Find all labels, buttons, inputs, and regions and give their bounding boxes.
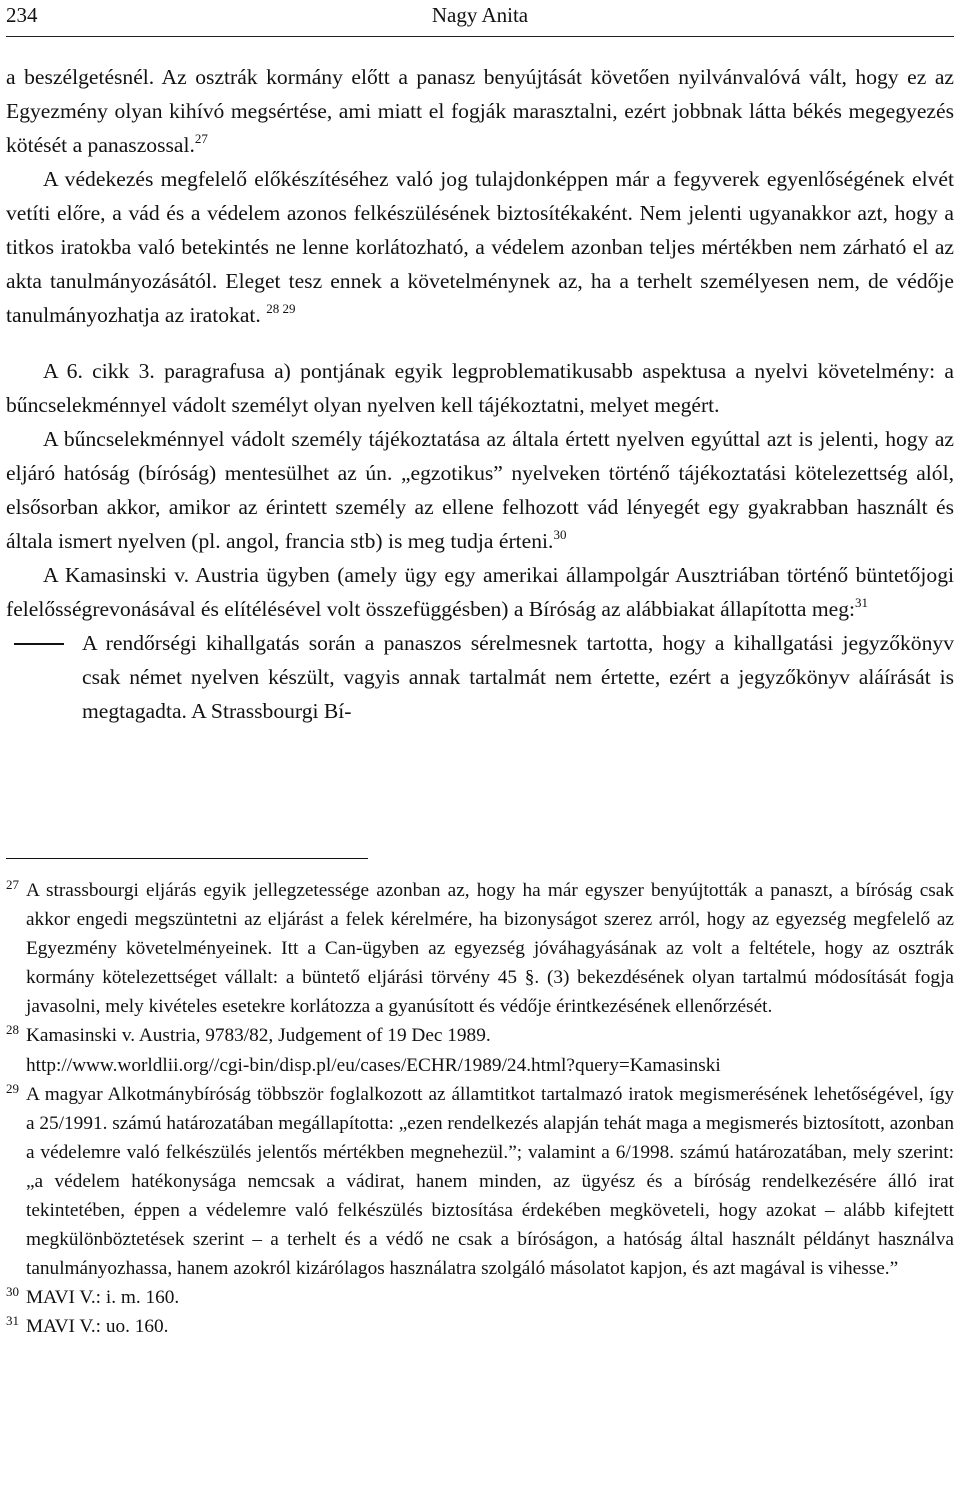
footnote-30	[6, 1283, 954, 1312]
paragraph	[6, 558, 954, 626]
footnote-separator	[6, 858, 368, 859]
list-item	[6, 626, 954, 728]
footnote-number: 29	[6, 1080, 19, 1096]
running-head: Nagy Anita	[431, 3, 529, 27]
footnote-number: 27	[6, 877, 19, 892]
footnote-ref: 31	[855, 595, 869, 610]
footnote-number: 31	[6, 1313, 19, 1329]
footnote-ref: 30	[553, 527, 567, 542]
footnote-27	[6, 876, 954, 1021]
footnote-31	[6, 1312, 954, 1341]
footnote-text: A strassbourgi eljárás egyik jellegzetessége azonban az, hogy ha már egyszer benyújtották a panaszt, a bíróság csak akkor engedi megszüntetni az eljárást a felek kérelmére, ha bizonyságot szerez arról, hogy az egyezség megfelelő az Egyezmény követelményeinek. Itt a Can-ügyben az egyezség jóváhagyásának az volt a feltétele, hogy az osztrák kormány kötelezettséget vállalt: a büntető eljárási törvény 45 §. (3) bekezdésének olyan tartalmú módosítását fogja javasolni, mely kivételes esetekre korlátozza a gyanúsított és védője érintkezésének ellenőrzését.	[26, 880, 954, 1018]
footnote-text: MAVI V.: i. m. 160.	[26, 1287, 180, 1309]
footnote-text: MAVI V.: uo. 160.	[26, 1316, 169, 1338]
paragraph	[6, 162, 954, 332]
paragraph-text: A védekezés megfelelő előkészítéséhez való jog tulajdonképpen már a fegyverek egyenlőségének elvét vetíti előre, a vád és a védelem azonos felkészülésének biztosítékaként. Nem jelenti ugyanakkor azt, hogy a titkos iratokba való betekintés ne lenne korlátozható, a védelem azonban teljes mértékben nem zárható el az akta tanulmányozásától. Eleget tesz ennek a követelménynek az, ha a terhelt személyesen nem, de védője tanulmányozhatja az iratokat.	[6, 167, 954, 327]
footnotes	[6, 876, 954, 1342]
footnote-ref: 27	[194, 131, 208, 146]
footnote-number: 30	[6, 1284, 19, 1300]
footnote-link[interactable]: http://www.worldlii.org//cgi-bin/disp.pl/eu/cases/ECHR/1989/24.html?query=Kamasinski	[26, 1054, 721, 1076]
page-number: 234	[6, 3, 38, 27]
footnote-text: Kamasinski v. Austria, 9783/82, Judgement of 19 Dec 1989.	[26, 1025, 491, 1047]
footnote-text: A magyar Alkotmánybíróság többször foglalkozott az államtitkot tartalmazó iratok megismerésének lehetőségével, így a 25/1991. számú határozatában megállapította: „ezen rendelkezés alapján tehát maga a megismerés biztosított, azonban a védelemre való felkészülés jelentős mértékben megnehezül.”; valamint a 6/1998. számú határozatában, mely szerint: „a védelem hatékonysága nemcsak a vádirat, hanem minden, az ügyész és a bíróság rendelkezésére álló irat tekintetében, éppen a védelemre való felkészülés biztosítása érdekében megköveteli, hogy azokat – alább kifejtett megkülönböztetések szerint – a terhelt és a védő ne csak a bíróságon, a hatóság által használt példányt használva tanulmányozhassa, hanem azokról kizárólagos használatra szolgáló másolatot kapjon, és azt magával is vihesse.”	[26, 1083, 954, 1280]
main-text	[6, 60, 954, 728]
paragraph	[6, 60, 954, 162]
footnote-ref: 28 29	[266, 301, 296, 316]
footnote-29	[6, 1080, 954, 1284]
footnote-28	[6, 1021, 954, 1079]
paragraph	[6, 422, 954, 558]
footnote-number: 28	[6, 1022, 19, 1038]
paragraph-text: A Kamasinski v. Austria ügyben (amely ügy egy amerikai állampolgár Ausztriában történő büntetőjogi felelősségrevonásával és elítélésével volt összefüggésben) a Bíróság az alábbiakat állapította meg:	[6, 563, 954, 621]
paragraph-text: A bűncselekménnyel vádolt személy tájékoztatása az általa értett nyelven egyúttal azt is jelenti, hogy az eljáró hatóság (bíróság) mentesülhet az ún. „egzotikus” nyelveken történő tájékoztatási kötelezettség alól, elsősorban akkor, amikor az érintett személy az ellene felhozott vád lényegét egy gyakrabban használt és általa ismert nyelven (pl. angol, francia stb) is meg tudja érteni.	[6, 427, 954, 553]
page-header	[6, 0, 954, 37]
paragraph-text: a beszélgetésnél. Az osztrák kormány előtt a panasz benyújtását követően nyilvánvalóvá vált, hogy ez az Egyezmény olyan kihívó megsértése, ami miatt el fogják marasztalni, ezért jobbnak látta békés megegyezés kötését a panaszossal.	[6, 65, 954, 157]
paragraph	[6, 354, 954, 422]
list-item-text: A rendőrségi kihallgatás során a panaszos sérelmesnek tartotta, hogy a kihallgatási jegyzőkönyv csak német nyelven készült, vagyis annak tartalmát nem értette, ezért a jegyzőkönyv aláírását is megtagadta. A Strassbourgi Bí-	[82, 631, 954, 723]
paragraph-text: A 6. cikk 3. paragrafusa a) pontjának egyik legproblematikusabb aspektusa a nyelvi követelmény: a bűncselekménnyel vádolt személyt olyan nyelven kell tájékoztatni, melyet megért.	[6, 359, 954, 417]
